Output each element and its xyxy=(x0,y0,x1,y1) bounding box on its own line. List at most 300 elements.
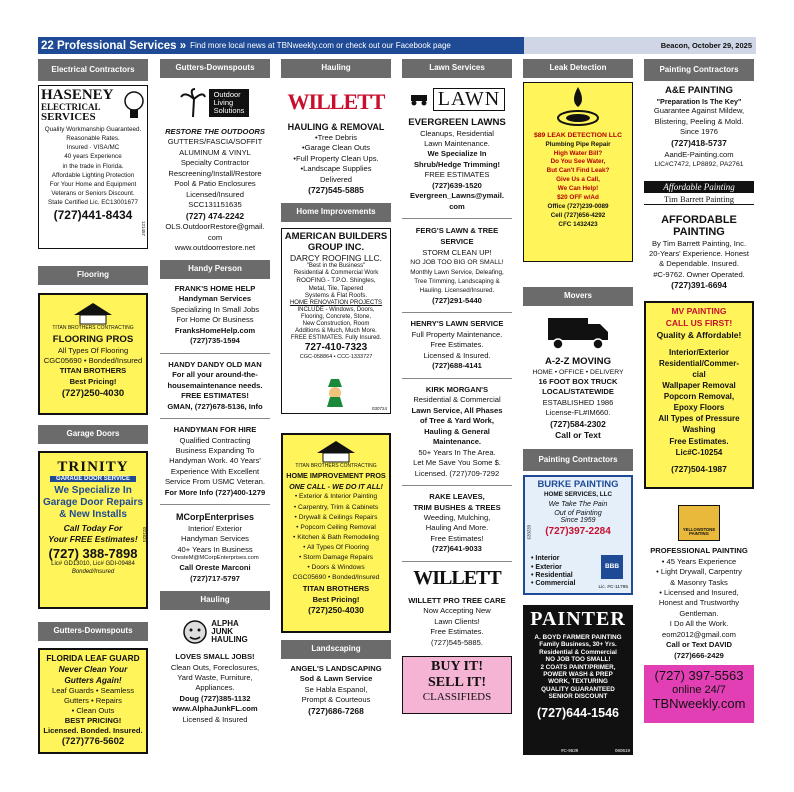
pro-call: Call or Text DAVID xyxy=(666,640,732,650)
painter-logo: PAINTER xyxy=(530,608,626,631)
aff-title: PAINTING xyxy=(673,225,725,238)
amer-phone: 727-410-7323 xyxy=(304,342,368,354)
category-painting-contractors: Painting Contractors xyxy=(644,59,754,81)
burke-service: • Commercial xyxy=(531,580,576,588)
amer-line: Residential & Commercial Work xyxy=(293,270,379,277)
wtree-line: Lawn Clients! xyxy=(434,616,480,626)
angel-phone: (727)686-7268 xyxy=(308,705,364,716)
pro-title: PROFESSIONAL PAINTING xyxy=(650,546,748,556)
leak-title: $89 LEAK DETECTION LLC xyxy=(534,131,622,139)
a2z-line: 16 FOOT BOX TRUCK xyxy=(538,376,618,386)
leak-line: Do You See Water, xyxy=(550,158,606,166)
ad-burke-painting xyxy=(523,475,633,595)
wtree-line: Now Accepting New xyxy=(423,606,491,616)
painter-title: A. BOYD FARMER PAINTING xyxy=(534,633,622,641)
wtree-line: Free Estimates. xyxy=(430,627,484,637)
hfh-line: Experience With Excellent xyxy=(170,466,260,476)
hfh-line: Business Expanding To xyxy=(175,445,255,455)
ferg-title: FERG'S LAWN & TREE xyxy=(415,226,499,236)
mv-service: Free Estimates. xyxy=(669,436,729,446)
willett-logo xyxy=(281,84,391,120)
category-landscaping: Landscaping xyxy=(281,640,391,659)
leprechaun-icon xyxy=(322,379,348,407)
leak-line: High Water Bill? xyxy=(553,149,603,157)
titan-service: • Exterior & Interior Painting xyxy=(294,493,378,501)
trinity-bonded: Bonded/Insured xyxy=(71,568,115,575)
divider xyxy=(402,485,512,486)
titan-service: • Carpentry, Trim & Cabinets xyxy=(293,503,379,511)
trinity-line: Garage Door Repairs xyxy=(42,497,144,508)
ad-willett-tree-care xyxy=(402,596,512,648)
ad-henrys-lawn xyxy=(402,319,512,371)
titan-logo-text: TITAN BROTHERS CONTRACTING xyxy=(295,462,377,469)
a2z-phone: (727)584-2302 xyxy=(550,418,606,429)
painter-line: POWER WASH & PREP xyxy=(543,671,613,679)
titan-service: • Storm Damage Repairs xyxy=(298,553,374,561)
henry-phone: (727)688-4141 xyxy=(432,361,482,371)
alpha-license: Licensed & Insured xyxy=(182,714,248,724)
kirk-title: KIRK MORGAN'S xyxy=(425,384,489,394)
yellowstone-logo-text: YELLOWSTONE PAINTING xyxy=(678,505,720,541)
evergreen-line: Lawn Maintenance. xyxy=(424,138,490,148)
alpha-line: Yard Waste, Furniture, xyxy=(177,672,253,682)
amer-line: Flooring, Concrete, Stone, xyxy=(300,313,372,320)
category-garage-doors: Garage Doors xyxy=(38,425,148,444)
divider xyxy=(160,504,270,505)
amer-line: "Best in the Business" xyxy=(306,263,366,270)
pro-line: I Do All the Work. xyxy=(669,619,729,629)
fhh-line: For Home Or Business xyxy=(176,315,254,325)
painter-line: Residential & Commercial xyxy=(539,648,617,656)
alpha-website: www.AlphaJunkFL.com xyxy=(172,704,258,714)
ad-code: 121457 xyxy=(141,220,146,236)
leafguard-license: Licensed. Bonded. Insured. xyxy=(43,725,143,735)
ad-evergreen-lawns xyxy=(402,117,512,212)
willett-line: Delivered xyxy=(319,174,353,184)
leak-office-phone: Office (727)239-0089 xyxy=(547,203,609,211)
hdom-line: For all your around-the- xyxy=(172,370,258,380)
a2z-title: A-2-Z MOVING xyxy=(544,356,612,367)
ad-handyman-for-hire xyxy=(160,425,270,498)
hdom-contact: GMAN, (727)678-5136, Info xyxy=(167,401,263,411)
leafguard-pricing: BEST PRICING! xyxy=(64,715,122,725)
lawnmower-icon xyxy=(409,92,431,106)
ferg-line: Tree Trimming, Landscaping & xyxy=(414,278,500,286)
flooring-phone: (727)250-4030 xyxy=(61,388,125,400)
category-flooring: Flooring xyxy=(38,266,148,285)
willett-logo-text: WILLETT xyxy=(287,89,385,114)
pro-line: Gentleman. xyxy=(679,608,719,618)
amer-license: CGC-058864 • CCC-1333727 xyxy=(299,353,373,360)
willett-line: •Landscape Supplies xyxy=(300,164,372,174)
category-home-improvements: Home Improvements xyxy=(281,203,391,222)
wtree-title: WILLETT PRO TREE CARE xyxy=(408,595,506,605)
titan-slogan: ONE CALL - WE DO IT ALL! xyxy=(289,481,383,491)
mv-phone: (727)504-1987 xyxy=(671,463,727,474)
kirk-line: Hauling & General xyxy=(424,426,490,436)
section-title: 22 Professional Services » xyxy=(41,39,187,52)
hdom-title: HANDY DANDY OLD MAN xyxy=(168,359,262,369)
column-6 xyxy=(644,59,754,759)
water-drop-icon xyxy=(556,85,600,127)
ad-flooring-pros xyxy=(38,293,148,415)
leafguard-line: Gutters • Repairs xyxy=(64,695,122,705)
divider xyxy=(160,353,270,354)
alpha-logo-line: HAULING xyxy=(211,635,248,645)
kirk-line: Lawn Service, All Phases xyxy=(411,405,503,415)
ad-a2z-moving xyxy=(523,356,633,442)
trinity-logo-sub: GARAGE DOOR SERVICE xyxy=(50,476,136,482)
column-2 xyxy=(160,59,270,759)
lightbulb-icon xyxy=(123,90,145,122)
burke-slogan: We Take The Pain xyxy=(548,498,608,508)
mv-service: Epoxy Floors xyxy=(673,403,725,413)
mv-service: Interior/Exterior xyxy=(668,348,729,358)
category-handy-person: Handy Person xyxy=(160,260,270,279)
rake-title: TRIM BUSHES & TREES xyxy=(413,502,501,512)
willett-title: HAULING & REMOVAL xyxy=(287,122,385,132)
ad-affordable-painting xyxy=(644,215,754,292)
rake-title: RAKE LEAVES, xyxy=(429,492,485,502)
angel-line: Prompt & Courteous xyxy=(301,695,371,705)
restore-phone: (727) 474-2242 xyxy=(185,210,245,221)
kirk-line: Let Me Save You Some $. xyxy=(413,458,501,468)
haseney-line: Affordable Lighting Protection xyxy=(51,171,135,179)
alpha-phone: Doug (727)385-1132 xyxy=(179,693,251,703)
restore-line: Specialty Contractor xyxy=(180,158,250,168)
hfh-line: Handyman Work. 40 Years' xyxy=(169,456,261,466)
mcorp-contact: Call Oreste Marconi xyxy=(179,563,251,573)
aff-line: 20-Years' Experience. Honest xyxy=(649,248,749,258)
hfh-line: Qualified Contracting xyxy=(179,435,251,445)
haseney-line: Insured · VISA/MC xyxy=(66,144,120,152)
fhh-phone: (727)735-1594 xyxy=(190,336,240,346)
flooring-title: FLOORING PROS xyxy=(52,334,134,345)
ae-phone: (727)418-5737 xyxy=(671,137,727,148)
restore-line: ALUMINUM & VINYL xyxy=(179,147,251,157)
burke-service: • Exterior xyxy=(531,563,562,571)
haseney-line: Veterans or Seniors Discount. xyxy=(51,189,135,197)
ols-logo-line: Solutions xyxy=(213,106,245,116)
mcorp-line: Interior/ Exterior xyxy=(187,523,243,533)
evergreen-email: Evergreen_Lawns@ymail. xyxy=(410,191,504,201)
bbb-badge: BBB xyxy=(601,555,623,579)
aff-logo-script: Affordable Painting xyxy=(644,181,754,193)
amer-title: GROUP INC. xyxy=(307,242,365,254)
hfh-title: HANDYMAN FOR HIRE xyxy=(173,425,257,435)
outdoor-living-solutions-logo xyxy=(160,84,270,122)
alpha-line: Appliances. xyxy=(195,683,235,693)
evergreen-line: We Specialize In xyxy=(427,149,487,159)
ad-leak-detection xyxy=(523,82,633,262)
classifieds-sell: SELL IT! xyxy=(428,675,486,691)
ad-willett-hauling xyxy=(281,122,391,197)
haseney-line: For Your Home and Equipment xyxy=(49,180,137,188)
leak-line: We Can Help! xyxy=(557,185,599,193)
restore-line: Licensed/Insured xyxy=(186,189,244,199)
willett-line: •Garage Clean Outs xyxy=(301,143,371,153)
affordable-painting-logo xyxy=(644,174,754,212)
ad-kirk-morgans xyxy=(402,385,512,479)
wtree-phone: (727)545-5885. xyxy=(431,637,483,647)
trinity-line: We Specialize In xyxy=(54,485,132,496)
divider xyxy=(402,312,512,313)
a2z-call: Call or Text xyxy=(555,430,601,441)
edition-date: Beacon, October 29, 2025 xyxy=(524,37,756,54)
leafguard-line: Leaf Guards • Seamless xyxy=(51,685,134,695)
restore-line: SCC131151635 xyxy=(188,200,242,210)
tbn-website: TBNweekly.com xyxy=(652,695,746,711)
divider xyxy=(160,418,270,419)
mcorp-title: MCorpEnterprises xyxy=(175,512,255,523)
ols-logo-line: Living xyxy=(213,97,234,107)
palm-tree-icon xyxy=(181,89,205,117)
aff-phone: (727)391-6694 xyxy=(671,280,727,291)
amer-line: Additions & Much, Much More. xyxy=(295,328,377,335)
titan-pricing: Best Pricing! xyxy=(312,595,360,605)
ad-florida-leaf-guard xyxy=(38,648,148,754)
column-4 xyxy=(402,59,512,759)
flooring-company: TITAN BROTHERS xyxy=(59,366,127,376)
fhh-title: FRANK'S HOME HELP xyxy=(174,283,256,293)
ae-line: Guarantee Against Mildew, xyxy=(653,106,745,116)
painter-line: WORK, TEXTURING xyxy=(548,678,608,686)
titan-title: HOME IMPROVEMENT PROS xyxy=(286,470,386,480)
alpha-logo-line: JUNK xyxy=(211,627,234,637)
titan-brothers-logo xyxy=(283,437,389,471)
yellowstone-logo xyxy=(644,503,754,543)
a2z-line: ESTABLISHED 1986 xyxy=(542,397,614,407)
henry-title: HENRY'S LAWN SERVICE xyxy=(410,319,504,329)
titan-service: • Popcorn Ceiling Removal xyxy=(296,523,376,531)
burke-phone: (727)397-2284 xyxy=(545,525,611,537)
pro-line: Honest and Trustworthy xyxy=(658,598,740,608)
willett-phone: (727)545-5885 xyxy=(308,185,364,196)
titan-service: • All Types Of Flooring xyxy=(303,543,369,551)
evergreen-phone: (727)639-1520 xyxy=(432,180,482,190)
pro-line: • Licensed and Insured, xyxy=(659,587,739,597)
willett-line: •Tree Debris xyxy=(314,132,358,142)
a2z-line: LOCAL/STATEWIDE xyxy=(542,387,614,397)
titan-service: • Doors & Windows xyxy=(307,563,365,571)
kirk-line: Maintenance. xyxy=(432,437,482,447)
haseney-logo-line2: ELECTRICAL xyxy=(41,102,101,112)
trinity-estimates: Your FREE Estimates! xyxy=(48,534,138,545)
mv-service: Washing xyxy=(682,425,716,435)
ad-mcorp xyxy=(160,511,270,584)
evergreen-line: FREE ESTIMATES xyxy=(424,170,490,180)
burke-service: • Interior xyxy=(531,555,560,563)
titan-service: • Kitchen & Bath Remodeling xyxy=(293,533,379,541)
category-gutters-downspouts: Gutters-Downspouts xyxy=(160,59,270,78)
rake-line: Free Estimates! xyxy=(430,533,484,543)
burke-since: Since 1959 xyxy=(560,516,596,524)
ad-restore-outdoors xyxy=(160,127,270,254)
ferg-phone: (727)291-5440 xyxy=(432,296,482,306)
rake-line: Hauling And More. xyxy=(425,523,489,533)
pro-line: • Light Drywall, Carpentry xyxy=(656,567,742,577)
angel-subtitle: Sod & Lawn Service xyxy=(299,674,373,684)
ad-code: 060619 xyxy=(614,747,630,753)
mv-license: Lic#C-10254 xyxy=(675,447,723,457)
burke-slogan: Out of Painting xyxy=(554,507,602,517)
ferg-line: NO JOB TOO BIG OR SMALL! xyxy=(410,259,504,267)
aff-line: #C-9762. Owner Operated. xyxy=(653,269,745,279)
rake-phone: (727)641-9033 xyxy=(432,544,482,554)
willett-tree-logo xyxy=(402,561,512,593)
painter-line: Family Business, 30+ Yrs. xyxy=(539,641,617,649)
burke-subtitle: HOME SERVICES, LLC xyxy=(543,491,613,499)
ad-trinity-garage xyxy=(38,451,148,609)
ad-handy-dandy xyxy=(160,360,270,412)
ae-license: LIC#C7472, LP8892, PA2761 xyxy=(654,161,744,169)
kirk-line: 50+ Years In The Area. xyxy=(418,447,496,457)
ad-rake-leaves xyxy=(402,492,512,555)
flooring-line: All Types Of Flooring xyxy=(57,345,129,355)
alpha-logo-line: ALPHA xyxy=(211,619,239,629)
restore-email: OLS.OutdoorRestore@gmail. xyxy=(165,222,265,232)
house-icon xyxy=(52,301,134,331)
column-5 xyxy=(523,59,633,759)
ad-boyd-farmer-painter xyxy=(523,605,633,755)
house-icon xyxy=(295,439,377,469)
fhh-subtitle: Handyman Services xyxy=(178,294,252,304)
category-leak-detection: Leak Detection xyxy=(523,59,633,78)
ad-professional-painting xyxy=(644,546,754,661)
truck-icon xyxy=(546,316,610,350)
restore-line: Pool & Patio Enclosures xyxy=(174,179,256,189)
classifieds-label: CLASSIFIEDS xyxy=(422,691,492,704)
classifieds-buy: BUY IT! xyxy=(431,659,483,675)
aff-line: & Dependable. Insured. xyxy=(659,259,739,269)
painter-phone: (727)644-1546 xyxy=(536,705,619,720)
pro-email: eom2012@gmail.com xyxy=(662,629,736,639)
amer-line: INCLUDE - Windows, Doors, xyxy=(297,306,375,313)
ad-angels-landscaping xyxy=(281,664,391,718)
kirk-line: of Tree & Yard Work, xyxy=(420,416,494,426)
amer-line: FREE ESTIMATES. Fully Insured. xyxy=(290,335,382,342)
painter-line: QUALITY GUARANTEED xyxy=(541,685,615,693)
ad-franks-home-help xyxy=(160,284,270,347)
amer-line: Systems & Flat Roofs. xyxy=(304,292,368,300)
burke-license: Lic. #C-11795 xyxy=(598,585,628,591)
hdom-line: housemaintenance needs. xyxy=(167,380,263,390)
painter-line: NO JOB TOO SMALL! xyxy=(545,656,611,664)
haseney-logo-line1: HASENEY xyxy=(41,87,114,103)
divider xyxy=(402,378,512,379)
category-movers: Movers xyxy=(523,287,633,306)
burke-title: BURKE PAINTING xyxy=(537,479,619,491)
mv-callout: CALL US FIRST! xyxy=(665,317,733,328)
evergreen-lawn-logo xyxy=(402,84,512,114)
titan-logo-text: TITAN BROTHERS CONTRACTING xyxy=(52,325,134,331)
ad-tbnweekly xyxy=(644,665,754,723)
category-lawn-services: Lawn Services xyxy=(402,59,512,78)
leak-line: Give Us a Call, xyxy=(556,176,600,184)
willett-logo-text: WILLETT xyxy=(413,567,501,590)
flooring-line: CGC05690 • Bonded/Insured xyxy=(43,355,143,365)
ad-code: 030724 xyxy=(371,405,387,411)
mcorp-phone: (727)717-5797 xyxy=(190,573,240,583)
painter-license: #C-9539 xyxy=(561,747,579,753)
evergreen-line: Cleanups, Residential xyxy=(420,128,494,138)
haseney-logo-line3: SERVICES xyxy=(41,111,96,123)
alpha-line: Clean Outs, Foreclosures, xyxy=(170,662,260,672)
amer-line: New Construction, Room xyxy=(302,320,370,327)
hdom-line: FREE ESTIMATES! xyxy=(181,391,249,401)
category-hauling: Hauling xyxy=(281,59,391,78)
ae-slogan: "Preparation Is The Key" xyxy=(656,96,742,106)
tbn-phone: (727) 397-5563 xyxy=(654,668,744,684)
painter-line: 2 COATS PAINT/PRIMER, xyxy=(540,663,616,671)
mv-slogan: Quality & Affordable! xyxy=(656,329,742,340)
leafguard-slogan: Never Clean Your xyxy=(58,663,128,674)
leafguard-title: FLORIDA LEAF GUARD xyxy=(46,653,140,663)
tbn-online: online 24/7 xyxy=(672,684,726,697)
alpha-title: LOVES SMALL JOBS! xyxy=(175,652,255,662)
ad-fergs-lawn xyxy=(402,225,512,306)
henry-line: Full Property Maintenance. xyxy=(411,329,503,339)
haseney-logo xyxy=(41,88,145,123)
ad-code: 022023 xyxy=(526,525,532,540)
ferg-line: Monthly Lawn Service, Deleafing, xyxy=(410,269,504,277)
trinity-license: Lic# GD13010, Lic# GDI-09484 xyxy=(51,561,135,568)
titan-company: TITAN BROTHERS xyxy=(302,583,370,593)
moving-truck-logo xyxy=(523,312,633,354)
ad-alpha-junk xyxy=(160,652,270,725)
restore-email: com xyxy=(207,232,223,242)
leafguard-slogan: Gutters Again! xyxy=(64,674,122,685)
haseney-line: State Certified Lic. EC13001677 xyxy=(48,199,138,206)
ae-title: A&E PAINTING xyxy=(664,85,734,96)
section-subtitle: Find more local news at TBNweekly.com or check out our Facebook page xyxy=(190,41,451,50)
mv-service: Wallpaper Removal xyxy=(662,381,736,391)
a2z-line: HOME • OFFICE • DELIVERY xyxy=(532,368,624,376)
section-title-bar xyxy=(38,37,524,54)
evergreen-email: com xyxy=(449,201,465,211)
category-gutters-downspouts: Gutters-Downspouts xyxy=(38,622,148,641)
amer-title: AMERICAN BUILDERS xyxy=(284,230,388,242)
trinity-call: Call Today For xyxy=(63,523,123,533)
trinity-phone: (727) 388-7898 xyxy=(48,546,138,562)
restore-website: www.outdoorrestore.net xyxy=(174,243,256,253)
henry-line: Free Estimates. xyxy=(430,340,484,350)
amer-subtitle: DARCY ROOFING LLC. xyxy=(290,253,382,264)
mcorp-line: 40+ Years In Business xyxy=(177,544,253,554)
haseney-line: Quality Workmanship Guaranteed. xyxy=(44,126,142,133)
titan-license: CGC05690 • Bonded/Insured xyxy=(292,573,380,581)
restore-line: GUTTERS/FASCIA/SOFFIT xyxy=(167,137,263,147)
titan-phone: (727)250-4030 xyxy=(308,604,364,615)
mcorp-email: OresteM@MCorpEnterprises.com xyxy=(171,555,259,562)
ferg-line: STORM CLEAN UP! xyxy=(422,248,492,258)
hfh-contact: For More Info (727)400-1279 xyxy=(164,487,266,497)
flooring-pricing: Best Pricing! xyxy=(69,376,117,386)
haseney-line: in the trade in Florida. xyxy=(62,162,124,170)
ae-website: AandE-Painting.com xyxy=(664,149,734,159)
ad-haseney-electrical xyxy=(38,85,148,249)
alpha-junk-logo xyxy=(160,616,270,648)
mcorp-line: Handyman Services xyxy=(181,534,249,544)
kirk-contact: Licensed. (727)709-7292 xyxy=(414,468,500,478)
leafguard-phone: (727)776-5602 xyxy=(61,735,125,747)
trinity-logo: TRINITY xyxy=(57,459,129,475)
haseney-line: Reasonable Rates. xyxy=(66,135,120,143)
rake-line: Weeding, Mulching, xyxy=(423,512,491,522)
trinity-line: & New Installs xyxy=(59,509,127,520)
category-hauling: Hauling xyxy=(160,591,270,610)
ad-code: 021624 xyxy=(142,527,147,543)
